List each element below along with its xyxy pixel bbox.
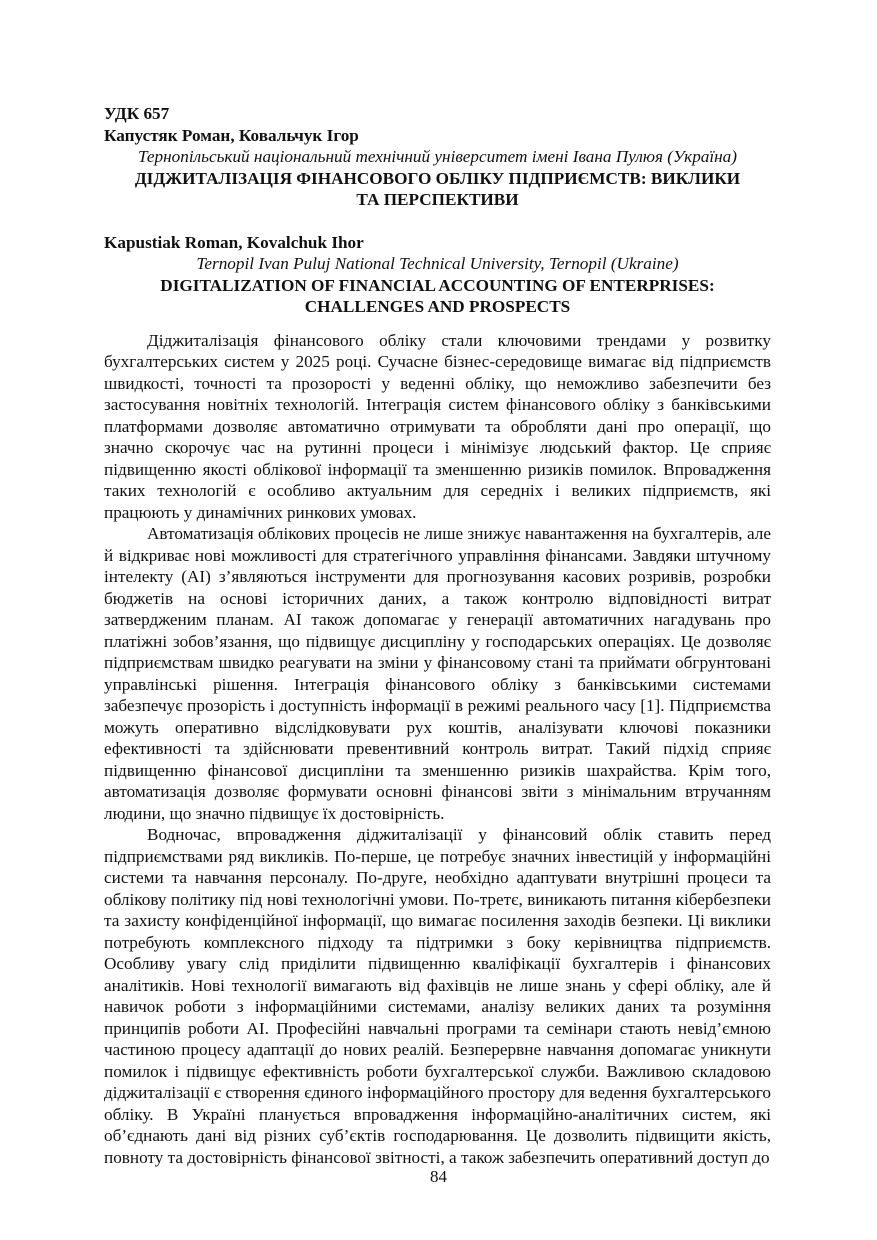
udk-code: УДК 657 xyxy=(104,104,170,123)
title-en-line1: DIGITALIZATION OF FINANCIAL ACCOUNTING OF ENTERPRISES: xyxy=(160,275,715,295)
paragraph: Автоматизація облікових процесів не лише знижує навантаження на бухгалтерів, але й відкриває нові можливості для стратегічного управління фінансами. Завдяки штучному інтелекту (AI) з’являються інструменти для прогнозування касових розривів, розробки бюджетів на основі історичних даних, а також контролю відповідності витрат затвердженим планам. AI також допомагає у генерації автоматичних нагадувань про платіжні зобов’язання, що підвищує дисципліну у господарських операціях. Це дозволяє підприємствам швидко реагувати на зміни у фінансовому стані та приймати обгрунтовані управлінські рішення. Інтеграція фінансового обліку з банківськими системами забезпечує прозорість і доступність інформації в режимі реального часу [1]. Підприємства можуть оперативно відслідковувати рух коштів, аналізувати ключові показники ефективності та здійснювати превентивний контроль витрат. Такий підхід сприяє підвищенню фінансової дисципліни та зменшенню ризиків шахрайства. Крім того, автоматизація дозволяє формувати основні фінансові звіти з мінімальним втручанням людини, що значно підвищує їх достовірність. xyxy=(104,524,771,823)
paragraph: Водночас, впровадження діджиталізації у фінансовий облік ставить перед підприємствами ряд викликів. По-перше, це потребує значних інвестицій у інформаційні системи та навчання персоналу. По-друге, необхідно адаптувати внутрішні процеси та облікову політику під нові технологічні умови. По-третє, виникають питання кібербезпеки та захисту конфіденційної інформації, що вимагає посилення заходів безпеки. Ці виклики потребують комплексного підходу та підтримки з боку керівництва підприємств. Особливу увагу слід приділити підвищенню кваліфікації бухгалтерів і фінансових аналітиків. Нові технології вимагають від фахівців не лише знань у сфері обліку, але й навичок роботи з інформаційними системами, аналізу великих даних та розуміння принципів роботи AI. Професійні навчальні програми та семінари стають невід’ємною частиною процесу адаптації до нових реалій. Безперервне навчання допомагає уникнути помилок і підвищує ефективність роботи бухгалтерської служби. Важливою складовою діджиталізації є створення єдиного інформаційного простору для ведення бухгалтерського обліку. В Україні планується впровадження інформаційно-аналітичних систем, які об’єднають дані від різних суб’єктів господарювання. Це дозволить підвищити якість, повноту та достовірність фінансової звітності, а також забезпечить оперативний доступ до xyxy=(104,825,771,1167)
title-en xyxy=(104,275,771,318)
title-uk-line1: ДІДЖИТАЛІЗАЦІЯ ФІНАНСОВОГО ОБЛІКУ ПІДПРИЄМСТВ: ВИКЛИКИ xyxy=(134,168,741,188)
title-en-line2: CHALLENGES AND PROSPECTS xyxy=(304,297,571,316)
body-text xyxy=(104,330,771,1169)
paragraph: Діджиталізація фінансового обліку стали ключовими трендами у розвитку бухгалтерських систем у 2025 році. Сучасне бізнес-середовище вимагає від підприємств швидкості, точності та прозорості у веденні обліку, що неможливо забезпечити без застосування новітніх технологій. Інтеграція систем фінансового обліку з банківськими платформами дозволяє автоматично отримувати та обробляти дані про операції, що значно скорочує час на рутинні процеси і мінімізує людський фактор. Це сприяє підвищенню якості облікової інформації та зменшенню ризиків помилок. Впровадження таких технологій є особливо актуальним для середніх і великих підприємств, які працюють у динамічних ринкових умовах. xyxy=(104,330,771,522)
affiliation-uk: Тернопільський національний технічний університет імені Івана Пулюя (Україна) xyxy=(137,147,738,166)
authors-en: Kapustiak Roman, Kovalchuk Ihor xyxy=(104,232,364,252)
paper-page xyxy=(104,103,771,1168)
title-uk xyxy=(104,168,771,211)
affiliation-en: Ternopil Ivan Puluj National Technical University, Ternopil (Ukraine) xyxy=(196,254,679,273)
page-number: 84 xyxy=(430,1167,447,1186)
title-uk-line2: ТА ПЕРСПЕКТИВИ xyxy=(356,190,519,209)
authors-uk: Капустяк Роман, Ковальчук Ігор xyxy=(104,125,359,145)
